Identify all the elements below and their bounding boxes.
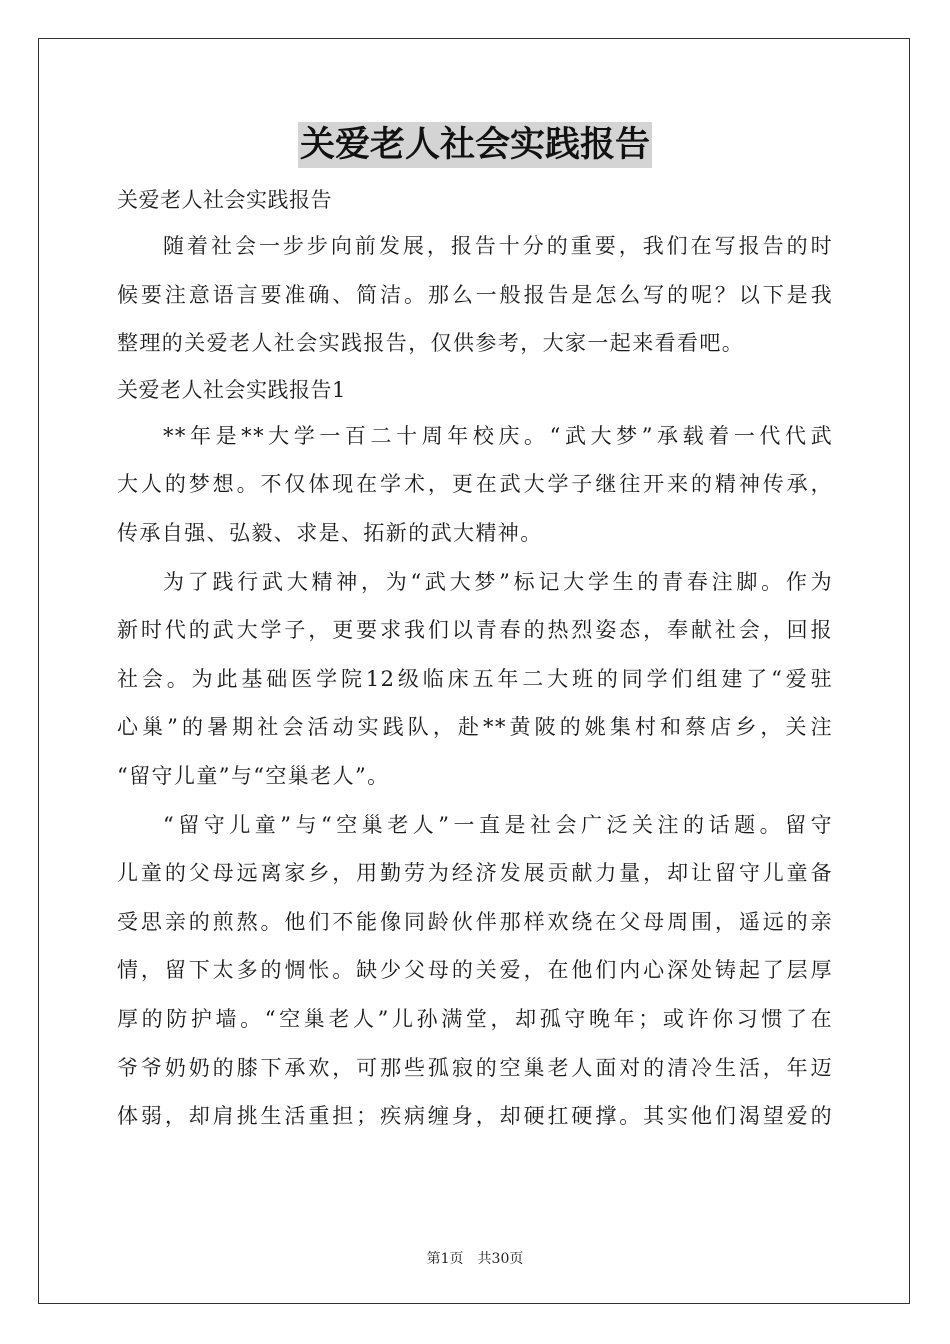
paragraph	[117, 558, 833, 801]
paragraph-line: 社会。为此基础医学院12级临床五年二大班的同学们组建了“爱驻	[117, 666, 833, 691]
paragraph-line: **年是**大学一百二十周年校庆。“武大梦”承载着一代代武	[163, 423, 833, 448]
paragraph-line: 新时代的武大学子，更要求我们以青春的热烈姿态，奉献社会，回报	[117, 618, 833, 643]
paragraph	[117, 222, 833, 368]
paragraph-line: “留守儿童”与“空巢老人”。	[117, 763, 390, 788]
paragraph-line: 受思亲的煎熬。他们不能像同龄伙伴那样欢绕在父母周围，遥远的亲	[117, 909, 833, 934]
section-heading: 关爱老人社会实践报告	[117, 188, 332, 212]
paragraph-line: 厚的防护墙。“空巢老人”儿孙满堂，却孤守晚年；或许你习惯了在	[117, 1006, 833, 1031]
paragraph-line: 心巢”的暑期社会活动实践队，赴**黄陂的姚集村和蔡店乡，关注	[117, 715, 833, 740]
paragraph-line: 情，留下太多的惆怅。缺少父母的关爱，在他们内心深处铸起了层厚	[117, 958, 833, 983]
paragraph	[117, 412, 833, 558]
paragraph-line: 随着社会一步步向前发展，报告十分的重要，我们在写报告的时	[163, 234, 833, 258]
paragraph-line: “留守儿童”与“空巢老人”一直是社会广泛关注的话题。留守	[163, 812, 833, 837]
document-title-text: 关爱老人社会实践报告	[298, 122, 652, 168]
paragraph	[117, 801, 833, 1141]
document-body	[117, 178, 833, 1141]
document-title	[0, 122, 950, 168]
paragraph-line: 整理的关爱老人社会实践报告，仅供参考，大家一起来看看吧。	[117, 331, 745, 356]
paragraph-line: 传承自强、弘毅、求是、拓新的武大精神。	[117, 520, 543, 545]
paragraph-line: 爷爷奶奶的膝下承欢，可那些孤寂的空巢老人面对的清冷生活，年迈	[117, 1055, 833, 1080]
paragraph-line: 大人的梦想。不仅体现在学术，更在武大学子继往开来的精神传承，	[117, 472, 833, 497]
paragraph-line: 儿童的父母远离家乡，用勤劳为经济发展贡献力量，却让留守儿童备	[117, 861, 833, 886]
section-heading: 关爱老人社会实践报告1	[117, 377, 346, 402]
paragraph-line: 为了践行武大精神，为“武大梦”标记大学生的青春注脚。作为	[163, 569, 833, 594]
paragraph-line: 体弱，却肩挑生活重担；疾病缠身，却硬扛硬撑。其实他们渴望爱的	[117, 1104, 833, 1129]
paragraph-line: 候要注意语言要准确、简洁。那么一般报告是怎么写的呢？以下是我	[117, 282, 833, 307]
page-footer: 第1页 共30页	[426, 1251, 524, 1267]
